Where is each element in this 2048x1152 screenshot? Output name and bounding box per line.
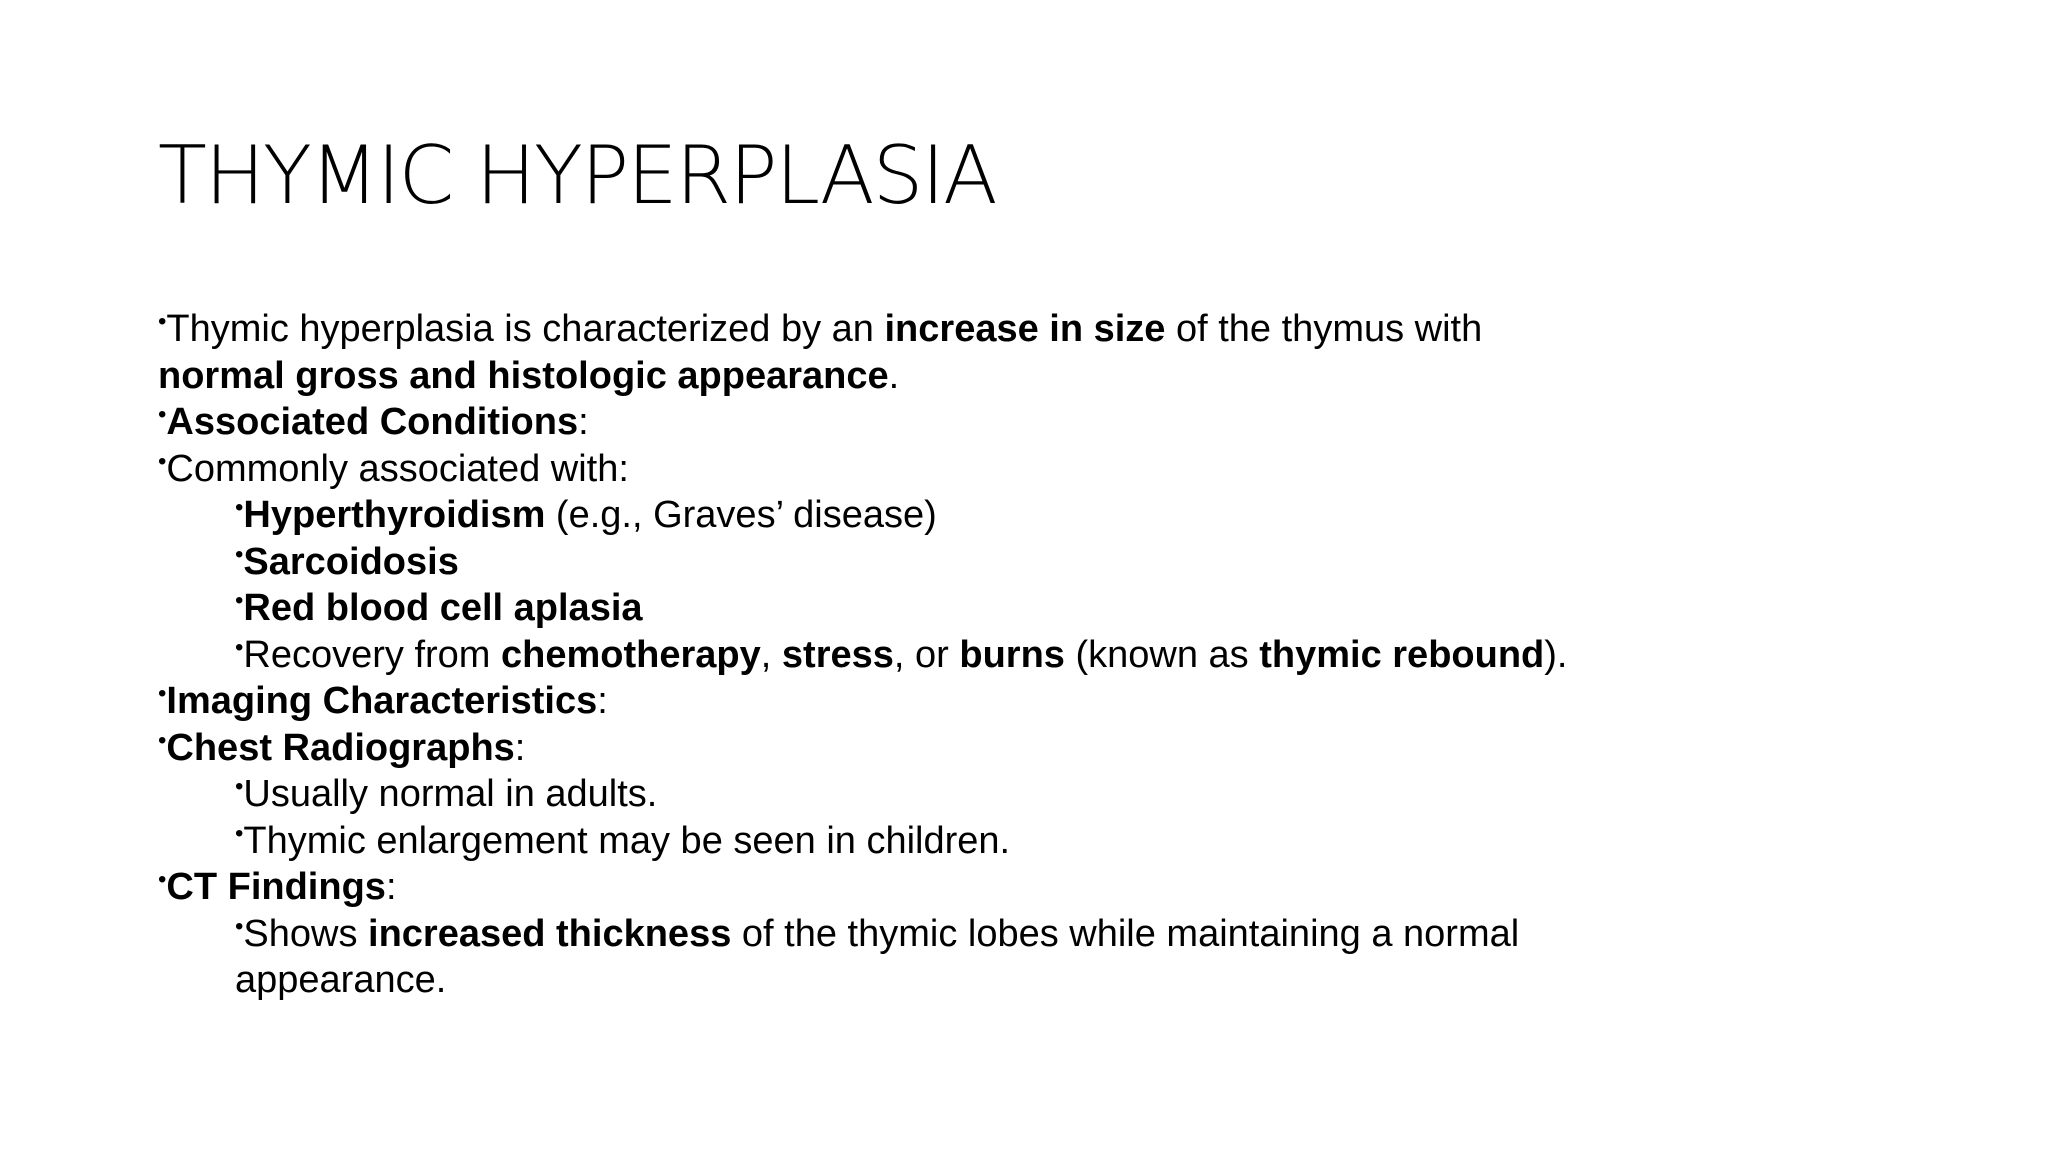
bullet-recovery [158,632,1918,679]
bullet-dot: • [158,680,167,707]
bullet-dot: • [235,540,244,568]
chest-heading: Chest Radiographs [166,726,515,769]
bullet-dot: • [235,494,244,521]
bullet-dot: • [158,726,167,754]
intro-text-1: Thymic hyperplasia is characterized by an [166,308,885,350]
chest-children-text: Thymic enlargement may be seen in children. [243,819,1011,862]
bullet-associated-conditions [158,399,1918,446]
bullet-ct-findings [158,864,1918,911]
slide-body [158,306,1918,1004]
chest-colon: : [514,726,526,769]
rbc-aplasia-label: Red blood cell aplasia [243,587,643,629]
sarcoidosis-label: Sarcoidosis [243,540,459,583]
bullet-dot: • [158,401,167,428]
bullet-dot: • [235,587,244,614]
recovery-bold-2: stress [781,633,894,676]
recovery-text-4: (known as [1064,633,1260,676]
recovery-bold-1: chemotherapy [501,633,761,676]
commonly-text: Commonly associated with: [166,447,629,490]
recovery-bold-4: thymic rebound [1259,633,1545,676]
associated-colon: : [578,401,589,443]
bullet-sarcoidosis [158,539,1918,586]
bullet-chest-adults [158,771,1918,818]
bullet-ct-thickness [158,911,1565,1004]
recovery-bold-3: burns [959,633,1065,676]
hyperthyroidism-note: (e.g., Graves’ disease) [545,494,937,536]
recovery-text-3: , or [893,633,960,676]
imaging-heading: Imaging Characteristics [166,680,598,722]
bullet-commonly-associated [158,446,1918,493]
intro-text-3: . [888,354,900,397]
bullet-dot: • [158,866,167,893]
bullet-dot: • [235,773,244,800]
bullet-dot: • [158,447,167,475]
bullet-intro [158,306,1578,399]
ct-heading: CT Findings [166,866,386,908]
imaging-colon: : [597,680,608,722]
recovery-text-2: , [760,633,782,676]
ct-colon: : [385,866,397,908]
chest-adults-text: Usually normal in adults. [243,773,658,815]
intro-text-2: of the thymus with [1165,308,1483,350]
ct-text-1: Shows [243,912,369,955]
intro-bold-2: normal gross and histologic appearance [158,354,889,397]
intro-bold-1: increase in size [884,308,1166,350]
bullet-rbc-aplasia [158,585,1918,632]
hyperthyroidism-label: Hyperthyroidism [243,494,546,536]
recovery-text-1: Recovery from [243,633,502,676]
bullet-dot: • [235,912,244,940]
recovery-text-5: ). [1544,633,1568,676]
bullet-dot: • [158,308,167,335]
bullet-chest-radiographs [158,725,1918,772]
ct-bold-1: increased thickness [368,912,732,955]
bullet-hyperthyroidism [158,492,1918,539]
associated-heading: Associated Conditions [166,401,579,443]
bullet-dot: • [235,633,244,661]
slide-title: THYMIC HYPERPLASIA [158,129,996,222]
bullet-dot: • [235,819,244,847]
bullet-imaging-characteristics [158,678,1918,725]
bullet-chest-children [158,818,1918,865]
ct-text-2: of the thymic lobes while maintaining a normal appearance. [235,912,1520,1001]
